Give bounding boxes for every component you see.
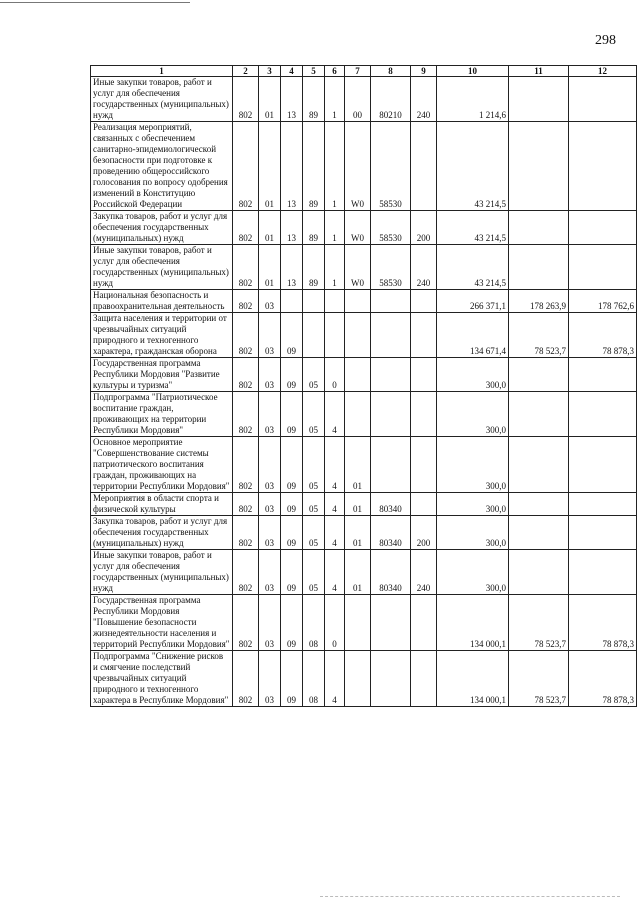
cell-amount-col12: 78 878,3 <box>569 313 637 358</box>
cell-subsection: 09 <box>281 595 303 651</box>
cell-amount-col10: 134 671,4 <box>437 313 509 358</box>
cell-program: 05 <box>303 392 325 437</box>
cell-ministry: 802 <box>233 595 259 651</box>
cell-section: 01 <box>259 77 281 122</box>
row-name: Государственная программа Республики Мордовия "Развитие культуры и туризма" <box>91 358 233 392</box>
cell-subprogram <box>325 313 345 358</box>
row-name: Подпрограмма "Снижение рисков и смягчение последствий чрезвычайных ситуаций природного и техногенного характера в Республике Мордовия" <box>91 651 233 707</box>
column-header: 2 <box>233 66 259 77</box>
cell-section: 03 <box>259 550 281 595</box>
cell-amount-col11 <box>509 437 569 493</box>
cell-expense-type <box>411 651 437 707</box>
cell-amount-col11 <box>509 245 569 290</box>
cell-amount-col10: 300,0 <box>437 516 509 550</box>
table-row <box>91 290 637 313</box>
cell-ministry: 802 <box>233 290 259 313</box>
column-header: 8 <box>371 66 411 77</box>
cell-amount-col12 <box>569 516 637 550</box>
table-row <box>91 358 637 392</box>
cell-amount-col10: 134 000,1 <box>437 651 509 707</box>
column-header: 9 <box>411 66 437 77</box>
cell-amount-col10: 300,0 <box>437 493 509 516</box>
cell-event <box>345 595 371 651</box>
cell-event: 01 <box>345 516 371 550</box>
cell-subprogram: 1 <box>325 211 345 245</box>
cell-event: W0 <box>345 211 371 245</box>
cell-section: 03 <box>259 595 281 651</box>
cell-direction <box>371 595 411 651</box>
cell-amount-col12 <box>569 245 637 290</box>
table-row <box>91 595 637 651</box>
cell-subprogram: 4 <box>325 550 345 595</box>
cell-direction: 80340 <box>371 516 411 550</box>
table-row <box>91 392 637 437</box>
table-row <box>91 550 637 595</box>
row-name: Государственная программа Республики Мордовия "Повышение безопасности жизнедеятельности населения и территорий Республики Мордовия" <box>91 595 233 651</box>
cell-expense-type <box>411 595 437 651</box>
cell-expense-type <box>411 290 437 313</box>
column-header: 11 <box>509 66 569 77</box>
cell-expense-type <box>411 392 437 437</box>
cell-subsection: 09 <box>281 392 303 437</box>
cell-amount-col11 <box>509 77 569 122</box>
cell-amount-col11: 78 523,7 <box>509 651 569 707</box>
cell-direction <box>371 651 411 707</box>
table-header-row <box>91 66 637 77</box>
cell-event: W0 <box>345 245 371 290</box>
cell-subprogram: 0 <box>325 358 345 392</box>
cell-subsection: 13 <box>281 245 303 290</box>
cell-amount-col11 <box>509 516 569 550</box>
cell-subsection: 09 <box>281 313 303 358</box>
cell-subprogram: 1 <box>325 77 345 122</box>
cell-ministry: 802 <box>233 493 259 516</box>
cell-event <box>345 313 371 358</box>
cell-expense-type <box>411 122 437 211</box>
table-row <box>91 211 637 245</box>
cell-expense-type: 200 <box>411 516 437 550</box>
cell-section: 01 <box>259 211 281 245</box>
cell-ministry: 802 <box>233 211 259 245</box>
row-name: Мероприятия в области спорта и физической культуры <box>91 493 233 516</box>
cell-event <box>345 290 371 313</box>
cell-expense-type: 240 <box>411 550 437 595</box>
cell-amount-col10: 134 000,1 <box>437 595 509 651</box>
cell-expense-type: 240 <box>411 245 437 290</box>
cell-subsection: 09 <box>281 651 303 707</box>
cell-direction: 80210 <box>371 77 411 122</box>
column-header: 1 <box>91 66 233 77</box>
cell-event: 01 <box>345 550 371 595</box>
cell-subsection: 13 <box>281 122 303 211</box>
cell-subprogram <box>325 290 345 313</box>
column-header: 6 <box>325 66 345 77</box>
cell-direction: 58530 <box>371 211 411 245</box>
cell-program <box>303 290 325 313</box>
cell-ministry: 802 <box>233 437 259 493</box>
cell-amount-col10: 300,0 <box>437 550 509 595</box>
cell-program: 05 <box>303 358 325 392</box>
cell-section: 01 <box>259 245 281 290</box>
cell-amount-col10: 300,0 <box>437 392 509 437</box>
cell-expense-type <box>411 358 437 392</box>
cell-amount-col12 <box>569 77 637 122</box>
cell-subprogram: 4 <box>325 516 345 550</box>
cell-ministry: 802 <box>233 313 259 358</box>
cell-ministry: 802 <box>233 122 259 211</box>
cell-program: 05 <box>303 550 325 595</box>
cell-program: 05 <box>303 437 325 493</box>
page-number: 298 <box>595 33 616 48</box>
cell-ministry: 802 <box>233 358 259 392</box>
cell-subprogram: 4 <box>325 437 345 493</box>
cell-amount-col12 <box>569 550 637 595</box>
column-header: 7 <box>345 66 371 77</box>
cell-section: 03 <box>259 651 281 707</box>
cell-amount-col10: 300,0 <box>437 437 509 493</box>
cell-amount-col11 <box>509 493 569 516</box>
cell-direction <box>371 358 411 392</box>
cell-amount-col11 <box>509 392 569 437</box>
cell-subsection: 09 <box>281 516 303 550</box>
cell-direction: 80340 <box>371 493 411 516</box>
row-name: Основное мероприятие "Совершенствование системы патриотического воспитания граждан, проживающих на территории Республики Мордовия" <box>91 437 233 493</box>
cell-subsection: 09 <box>281 550 303 595</box>
row-name: Иные закупки товаров, работ и услуг для обеспечения государственных (муниципальных) нужд <box>91 77 233 122</box>
cell-amount-col12: 178 762,6 <box>569 290 637 313</box>
column-header: 5 <box>303 66 325 77</box>
table-row <box>91 493 637 516</box>
cell-event: 01 <box>345 437 371 493</box>
row-name: Закупка товаров, работ и услуг для обеспечения государственных (муниципальных) нужд <box>91 211 233 245</box>
cell-program: 89 <box>303 245 325 290</box>
cell-subsection: 09 <box>281 493 303 516</box>
cell-amount-col12: 78 878,3 <box>569 651 637 707</box>
cell-amount-col11 <box>509 550 569 595</box>
cell-direction <box>371 437 411 493</box>
cell-amount-col11: 78 523,7 <box>509 595 569 651</box>
cell-amount-col10: 300,0 <box>437 358 509 392</box>
cell-program: 89 <box>303 211 325 245</box>
cell-event: 00 <box>345 77 371 122</box>
row-name: Реализация мероприятий, связанных с обеспечением санитарно-эпидемиологической безопасности при подготовке к проведению общероссийского голосования по вопросу одобрения изменений в Конституцию Российской Федерации <box>91 122 233 211</box>
cell-amount-col12 <box>569 122 637 211</box>
cell-subprogram: 4 <box>325 651 345 707</box>
table-row <box>91 651 637 707</box>
cell-section: 03 <box>259 493 281 516</box>
row-name: Иные закупки товаров, работ и услуг для обеспечения государственных (муниципальных) нужд <box>91 245 233 290</box>
table-row <box>91 437 637 493</box>
cell-direction <box>371 392 411 437</box>
table-row <box>91 516 637 550</box>
cell-expense-type <box>411 437 437 493</box>
cell-subprogram: 1 <box>325 122 345 211</box>
cell-amount-col12 <box>569 211 637 245</box>
row-name: Иные закупки товаров, работ и услуг для обеспечения государственных (муниципальных) нужд <box>91 550 233 595</box>
cell-expense-type: 240 <box>411 77 437 122</box>
cell-amount-col12 <box>569 437 637 493</box>
cell-amount-col10: 43 214,5 <box>437 245 509 290</box>
cell-amount-col12 <box>569 493 637 516</box>
cell-section: 03 <box>259 290 281 313</box>
cell-amount-col12 <box>569 392 637 437</box>
cell-amount-col11 <box>509 122 569 211</box>
cell-subsection: 13 <box>281 211 303 245</box>
cell-ministry: 802 <box>233 516 259 550</box>
cell-amount-col10: 43 214,5 <box>437 122 509 211</box>
table-body <box>91 77 637 707</box>
cell-event <box>345 392 371 437</box>
cell-amount-col10: 266 371,1 <box>437 290 509 313</box>
cell-event <box>345 358 371 392</box>
cell-section: 03 <box>259 392 281 437</box>
column-header: 4 <box>281 66 303 77</box>
scan-top-rule <box>0 2 190 3</box>
cell-direction <box>371 290 411 313</box>
cell-ministry: 802 <box>233 77 259 122</box>
cell-section: 01 <box>259 122 281 211</box>
cell-program: 89 <box>303 122 325 211</box>
cell-amount-col10: 1 214,6 <box>437 77 509 122</box>
cell-ministry: 802 <box>233 392 259 437</box>
cell-program: 08 <box>303 651 325 707</box>
table-row <box>91 245 637 290</box>
cell-subprogram: 4 <box>325 392 345 437</box>
cell-program: 05 <box>303 516 325 550</box>
cell-section: 03 <box>259 437 281 493</box>
cell-subprogram: 1 <box>325 245 345 290</box>
column-header: 3 <box>259 66 281 77</box>
cell-amount-col11 <box>509 358 569 392</box>
cell-expense-type <box>411 493 437 516</box>
cell-ministry: 802 <box>233 550 259 595</box>
cell-event: W0 <box>345 122 371 211</box>
scan-bottom-marks <box>320 896 620 898</box>
cell-program: 89 <box>303 77 325 122</box>
cell-ministry: 802 <box>233 245 259 290</box>
cell-amount-col11: 178 263,9 <box>509 290 569 313</box>
table-row <box>91 77 637 122</box>
row-name: Защита населения и территории от чрезвычайных ситуаций природного и техногенного характера, гражданская оборона <box>91 313 233 358</box>
table-row <box>91 313 637 358</box>
cell-direction: 58530 <box>371 245 411 290</box>
cell-expense-type <box>411 313 437 358</box>
row-name: Подпрограмма "Патриотическое воспитание граждан, проживающих на территории Республики Мордовия" <box>91 392 233 437</box>
row-name: Национальная безопасность и правоохранительная деятельность <box>91 290 233 313</box>
cell-event: 01 <box>345 493 371 516</box>
cell-subsection: 13 <box>281 77 303 122</box>
table-row <box>91 122 637 211</box>
cell-amount-col10: 43 214,5 <box>437 211 509 245</box>
cell-subprogram: 0 <box>325 595 345 651</box>
cell-direction: 80340 <box>371 550 411 595</box>
cell-section: 03 <box>259 313 281 358</box>
cell-subsection <box>281 290 303 313</box>
cell-event <box>345 651 371 707</box>
cell-amount-col11: 78 523,7 <box>509 313 569 358</box>
budget-table <box>90 65 637 707</box>
cell-expense-type: 200 <box>411 211 437 245</box>
cell-subsection: 09 <box>281 437 303 493</box>
cell-ministry: 802 <box>233 651 259 707</box>
cell-program: 05 <box>303 493 325 516</box>
column-header: 12 <box>569 66 637 77</box>
cell-direction: 58530 <box>371 122 411 211</box>
cell-section: 03 <box>259 516 281 550</box>
cell-subprogram: 4 <box>325 493 345 516</box>
cell-subsection: 09 <box>281 358 303 392</box>
cell-amount-col12 <box>569 358 637 392</box>
cell-program <box>303 313 325 358</box>
cell-section: 03 <box>259 358 281 392</box>
cell-program: 08 <box>303 595 325 651</box>
row-name: Закупка товаров, работ и услуг для обеспечения государственных (муниципальных) нужд <box>91 516 233 550</box>
cell-amount-col11 <box>509 211 569 245</box>
cell-direction <box>371 313 411 358</box>
cell-amount-col12: 78 878,3 <box>569 595 637 651</box>
column-header: 10 <box>437 66 509 77</box>
